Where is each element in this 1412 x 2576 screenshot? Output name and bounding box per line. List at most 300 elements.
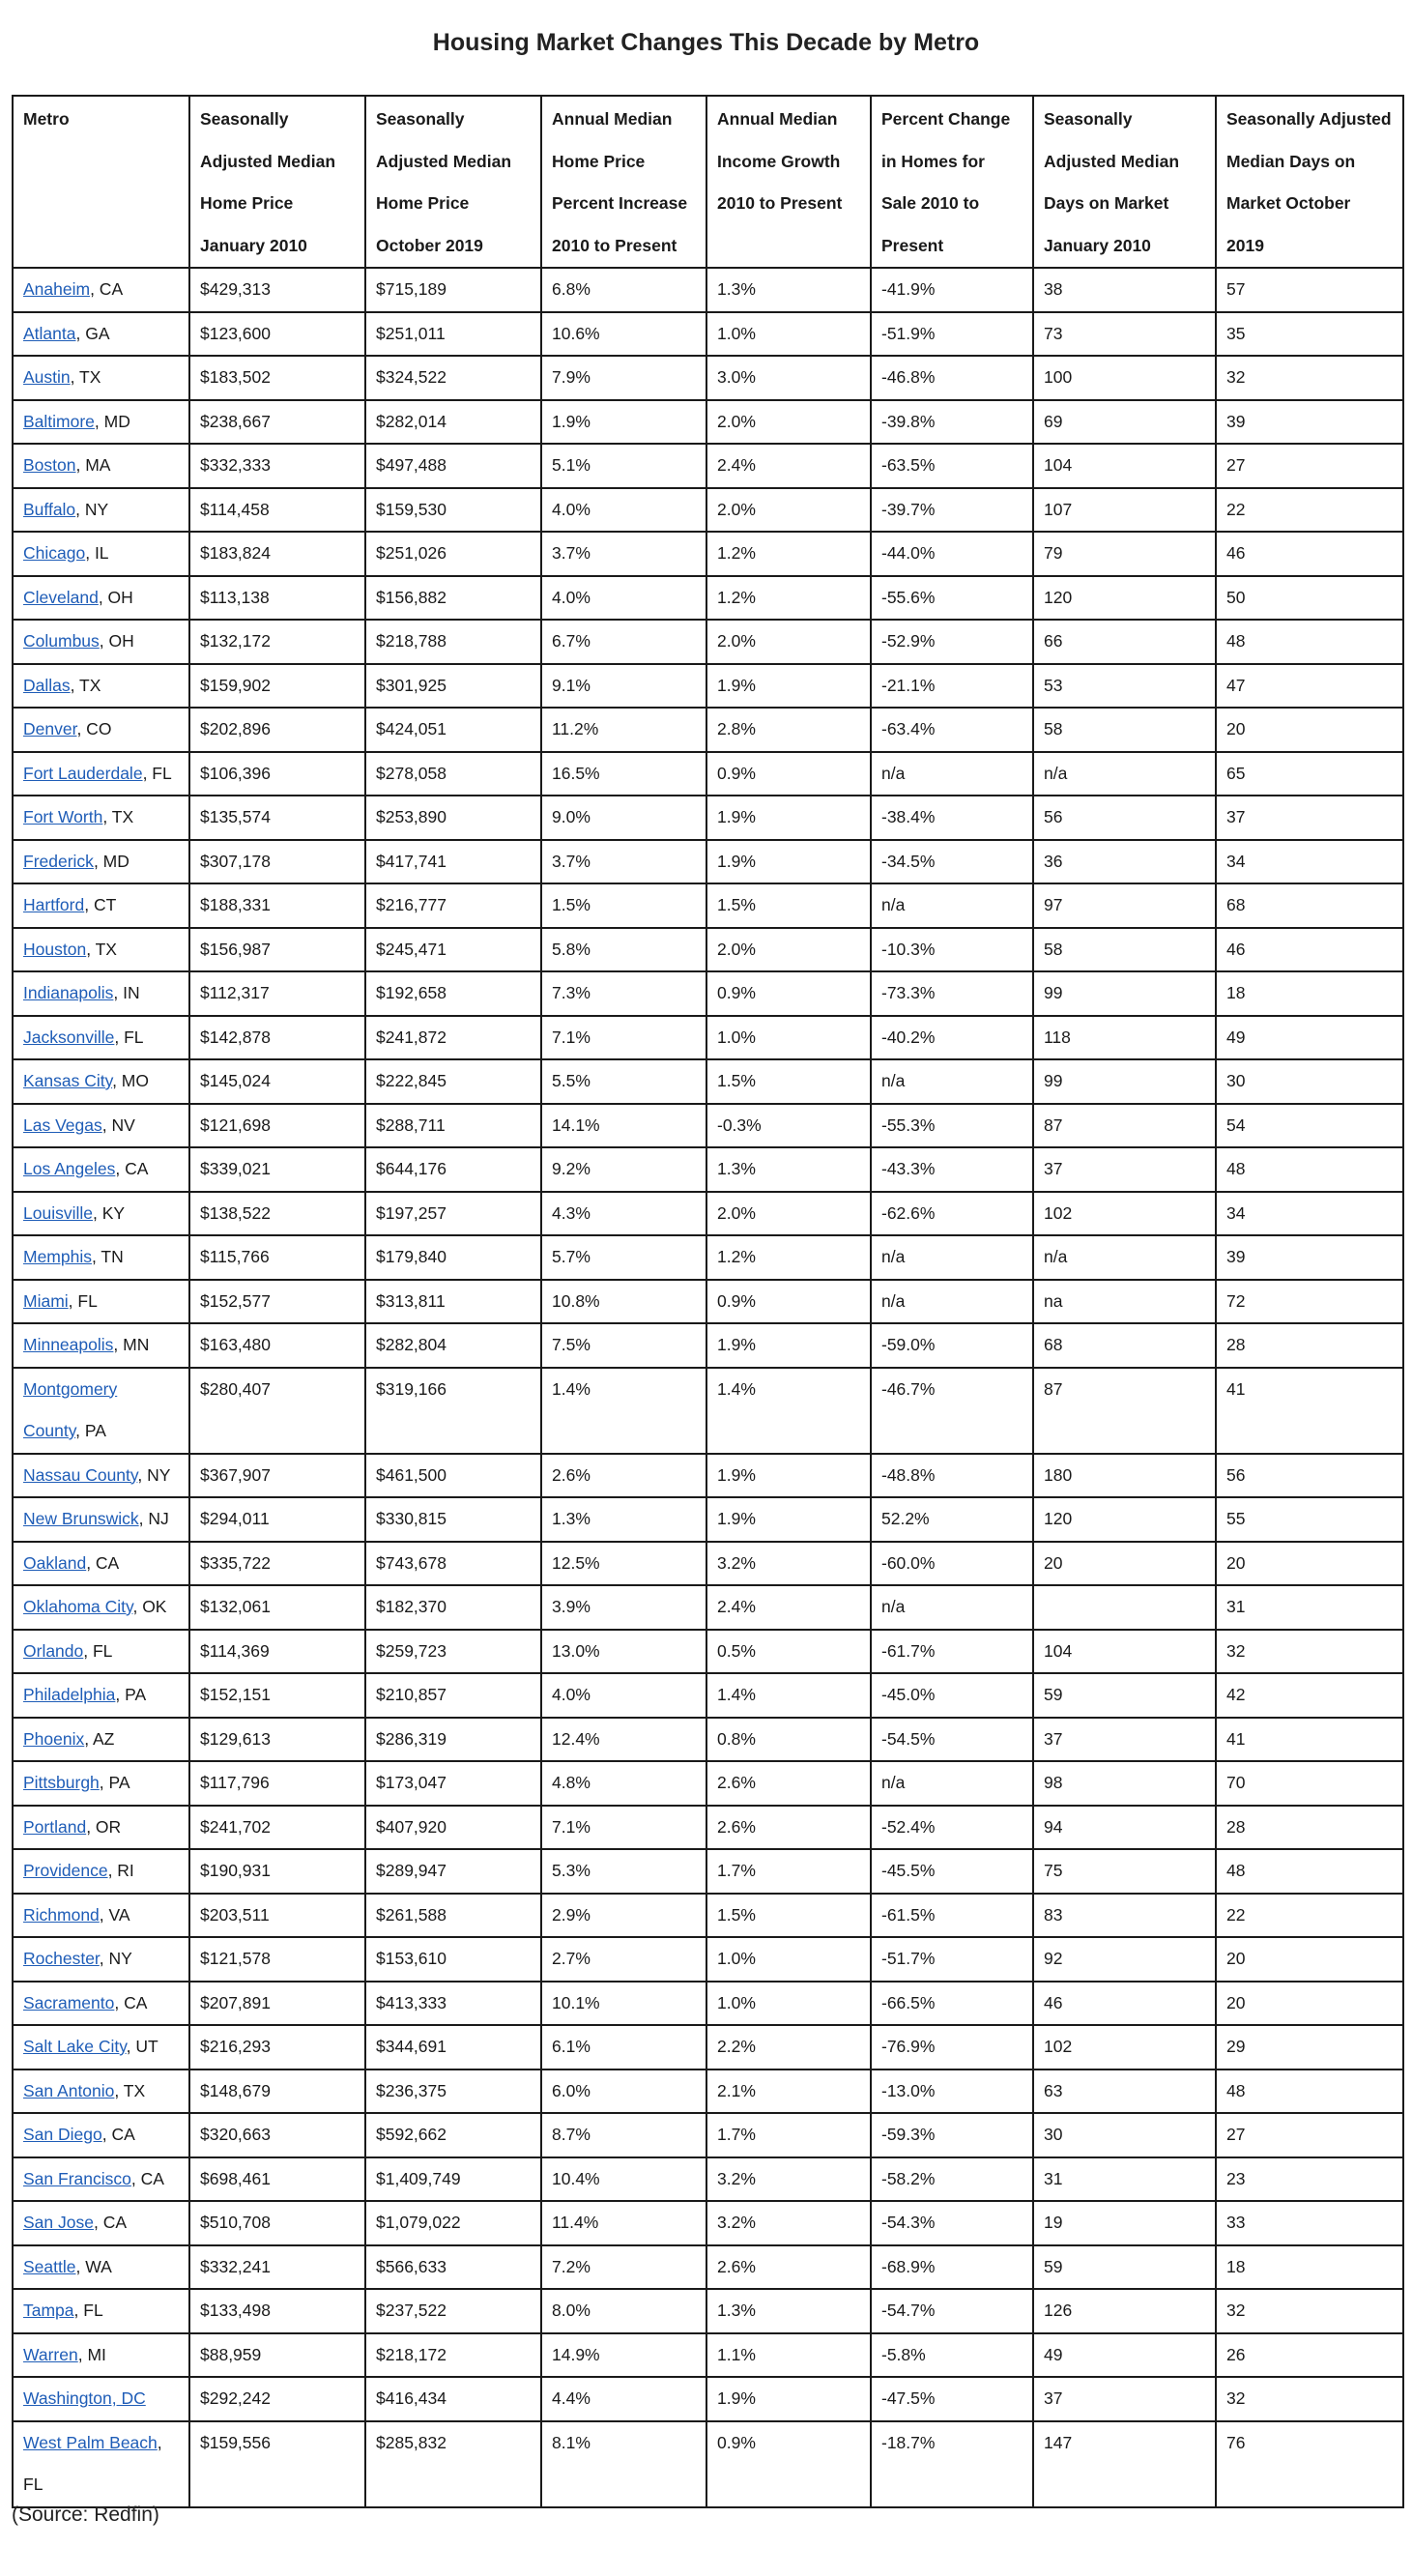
table-row bbox=[13, 1235, 1403, 1280]
table-cell: -60.0% bbox=[871, 1542, 1033, 1586]
col-header: Seasonally Adjusted Median Days on Market October 2019 bbox=[1216, 96, 1403, 268]
table-cell: 1.9% bbox=[706, 1454, 871, 1498]
metro-link[interactable]: Denver bbox=[23, 719, 77, 738]
table-cell: $159,530 bbox=[365, 488, 541, 533]
col-header: Seasonally Adjusted Median Home Price October 2019 bbox=[365, 96, 541, 268]
table-cell: 16.5% bbox=[541, 752, 706, 796]
table-cell: $106,396 bbox=[189, 752, 365, 796]
metro-state: , TX bbox=[70, 675, 101, 695]
table-cell: $121,578 bbox=[189, 1937, 365, 1982]
metro-link[interactable]: Houston bbox=[23, 939, 87, 959]
metro-cell bbox=[13, 620, 189, 664]
metro-state: , OK bbox=[132, 1597, 167, 1616]
table-cell: 2.4% bbox=[706, 444, 871, 488]
metro-state: , MD bbox=[94, 411, 130, 431]
metro-state: , TX bbox=[102, 807, 134, 826]
table-cell: 120 bbox=[1033, 1497, 1216, 1542]
metro-state: , RI bbox=[107, 1861, 134, 1880]
table-cell: 7.3% bbox=[541, 971, 706, 1016]
table-cell: 98 bbox=[1033, 1761, 1216, 1806]
table-cell: $253,890 bbox=[365, 796, 541, 840]
table-row bbox=[13, 1585, 1403, 1630]
metro-state: , NJ bbox=[138, 1509, 169, 1528]
table-cell: $148,679 bbox=[189, 2069, 365, 2114]
table-cell: 1.5% bbox=[706, 1894, 871, 1938]
table-cell: $123,600 bbox=[189, 312, 365, 357]
table-cell: $218,172 bbox=[365, 2333, 541, 2378]
table-cell: $259,723 bbox=[365, 1630, 541, 1674]
table-cell: 3.7% bbox=[541, 532, 706, 576]
metro-cell bbox=[13, 488, 189, 533]
table-cell: 1.0% bbox=[706, 312, 871, 357]
table-row bbox=[13, 1192, 1403, 1236]
table-cell: 68 bbox=[1216, 883, 1403, 928]
table-cell: -21.1% bbox=[871, 664, 1033, 709]
table-cell: 6.0% bbox=[541, 2069, 706, 2114]
table-cell: 87 bbox=[1033, 1368, 1216, 1454]
metro-state: , TX bbox=[86, 939, 117, 959]
metro-link[interactable]: Hartford bbox=[23, 895, 85, 914]
metro-link[interactable]: Baltimore bbox=[23, 411, 95, 431]
table-cell: $407,920 bbox=[365, 1806, 541, 1850]
metro-link[interactable]: Fort Worth bbox=[23, 807, 103, 826]
table-cell: 97 bbox=[1033, 883, 1216, 928]
table-cell: 2.6% bbox=[706, 1761, 871, 1806]
table-cell: 7.1% bbox=[541, 1806, 706, 1850]
metro-link[interactable]: Jacksonville bbox=[23, 1027, 115, 1047]
table-cell: -61.5% bbox=[871, 1894, 1033, 1938]
table-cell: 50 bbox=[1216, 576, 1403, 621]
metro-link[interactable]: Frederick bbox=[23, 851, 94, 871]
table-cell: 20 bbox=[1216, 1937, 1403, 1982]
table-cell: 20 bbox=[1216, 708, 1403, 752]
metro-link[interactable]: Louisville bbox=[23, 1202, 93, 1223]
table-cell: 22 bbox=[1216, 488, 1403, 533]
metro-link[interactable]: San Jose bbox=[23, 2213, 94, 2232]
table-cell: 2.6% bbox=[706, 1806, 871, 1850]
col-header: Annual Median Income Growth 2010 to Present bbox=[706, 96, 871, 268]
metro-link[interactable]: Miami bbox=[23, 1290, 69, 1311]
metro-cell bbox=[13, 1059, 189, 1104]
table-cell: -47.5% bbox=[871, 2377, 1033, 2421]
metro-cell bbox=[13, 928, 189, 972]
table-cell: 92 bbox=[1033, 1937, 1216, 1982]
metro-link[interactable]: Providence bbox=[23, 1861, 108, 1880]
table-row bbox=[13, 2421, 1403, 2507]
table-cell: 12.4% bbox=[541, 1718, 706, 1762]
metro-state: , UT bbox=[126, 2037, 158, 2056]
table-cell: 3.7% bbox=[541, 840, 706, 884]
table-cell: $715,189 bbox=[365, 268, 541, 312]
table-cell: $132,172 bbox=[189, 620, 365, 664]
table-cell: 46 bbox=[1216, 928, 1403, 972]
metro-link[interactable]: Philadelphia bbox=[23, 1685, 116, 1704]
metro-link[interactable]: Fort Lauderdale bbox=[23, 763, 143, 783]
table-row bbox=[13, 1849, 1403, 1894]
table-cell: 2.0% bbox=[706, 400, 871, 445]
table-cell: 41 bbox=[1216, 1718, 1403, 1762]
table-cell: 5.1% bbox=[541, 444, 706, 488]
table-cell: 46 bbox=[1216, 532, 1403, 576]
metro-link[interactable]: Anaheim bbox=[23, 279, 91, 299]
table-cell: 180 bbox=[1033, 1454, 1216, 1498]
table-cell: $285,832 bbox=[365, 2421, 541, 2507]
metro-link[interactable]: Cleveland bbox=[23, 587, 99, 607]
metro-link[interactable]: Warren bbox=[23, 2344, 78, 2364]
metro-state: , CO bbox=[76, 719, 112, 738]
table-cell: 6.1% bbox=[541, 2025, 706, 2069]
metro-link[interactable]: Pittsburgh bbox=[23, 1773, 100, 1792]
metro-link[interactable]: Indianapolis bbox=[23, 983, 114, 1002]
metro-cell bbox=[13, 2157, 189, 2202]
table-cell: 2.0% bbox=[706, 928, 871, 972]
table-cell: $222,845 bbox=[365, 1059, 541, 1104]
table-cell: 2.2% bbox=[706, 2025, 871, 2069]
table-cell: 0.9% bbox=[706, 1280, 871, 1324]
metro-cell bbox=[13, 356, 189, 400]
table-row bbox=[13, 1147, 1403, 1192]
table-cell: -68.9% bbox=[871, 2245, 1033, 2290]
table-cell: n/a bbox=[1033, 1235, 1216, 1280]
table-cell: 2.4% bbox=[706, 1585, 871, 1630]
table-cell: n/a bbox=[871, 1059, 1033, 1104]
table-cell: 66 bbox=[1033, 620, 1216, 664]
metro-state: , TN bbox=[92, 1247, 124, 1266]
page-title: Housing Market Changes This Decade by Metro bbox=[432, 29, 980, 56]
metro-state: , NY bbox=[137, 1464, 171, 1485]
metro-link[interactable]: Tampa bbox=[23, 2301, 74, 2320]
table-cell: 27 bbox=[1216, 444, 1403, 488]
metro-link[interactable]: San Francisco bbox=[23, 2168, 131, 2188]
table-cell: 18 bbox=[1216, 2245, 1403, 2290]
table-cell: -73.3% bbox=[871, 971, 1033, 1016]
metro-link[interactable]: Minneapolis bbox=[23, 1335, 114, 1354]
table-row bbox=[13, 840, 1403, 884]
metro-cell bbox=[13, 576, 189, 621]
metro-state: , CA bbox=[90, 279, 124, 299]
table-cell: $113,138 bbox=[189, 576, 365, 621]
metro-state: , FL bbox=[142, 763, 172, 783]
table-cell: $286,319 bbox=[365, 1718, 541, 1762]
col-header: Annual Median Home Price Percent Increase 2010 to Present bbox=[541, 96, 706, 268]
table-cell: $245,471 bbox=[365, 928, 541, 972]
table-cell: -39.8% bbox=[871, 400, 1033, 445]
table-cell: 26 bbox=[1216, 2333, 1403, 2378]
table-cell: 1.9% bbox=[706, 796, 871, 840]
table-cell: -54.7% bbox=[871, 2289, 1033, 2333]
metro-link[interactable]: Atlanta bbox=[23, 323, 76, 343]
metro-link[interactable]: Los Angeles bbox=[23, 1159, 116, 1178]
table-cell: -62.6% bbox=[871, 1192, 1033, 1236]
table-cell: 31 bbox=[1216, 1585, 1403, 1630]
table-cell: -61.7% bbox=[871, 1630, 1033, 1674]
table-cell: 23 bbox=[1216, 2157, 1403, 2202]
table-cell: $497,488 bbox=[365, 444, 541, 488]
metro-state: , PA bbox=[115, 1685, 147, 1704]
metro-state: , VA bbox=[99, 1904, 130, 1925]
table-cell: 3.0% bbox=[706, 356, 871, 400]
table-cell: 10.1% bbox=[541, 1982, 706, 2026]
table-cell: 59 bbox=[1033, 1673, 1216, 1718]
metro-link[interactable]: Buffalo bbox=[23, 499, 76, 519]
table-cell: 1.9% bbox=[706, 1323, 871, 1368]
table-row bbox=[13, 2289, 1403, 2333]
table-row bbox=[13, 752, 1403, 796]
metro-link[interactable]: Austin bbox=[23, 367, 71, 387]
table-cell: $367,907 bbox=[189, 1454, 365, 1498]
table-row bbox=[13, 883, 1403, 928]
table-cell: $417,741 bbox=[365, 840, 541, 884]
table-cell: 20 bbox=[1216, 1542, 1403, 1586]
table-row bbox=[13, 444, 1403, 488]
table-row bbox=[13, 1761, 1403, 1806]
metro-state: , CT bbox=[84, 895, 117, 914]
table-cell: $183,502 bbox=[189, 356, 365, 400]
table-cell: $319,166 bbox=[365, 1368, 541, 1454]
table-cell: $218,788 bbox=[365, 620, 541, 664]
metro-link[interactable]: Boston bbox=[23, 455, 76, 475]
metro-link[interactable]: West Palm Beach bbox=[23, 2432, 158, 2452]
table-cell: 55 bbox=[1216, 1497, 1403, 1542]
table-cell: 4.3% bbox=[541, 1192, 706, 1236]
table-cell: 1.9% bbox=[706, 1497, 871, 1542]
table-cell: $332,241 bbox=[189, 2245, 365, 2290]
metro-link[interactable]: New Brunswick bbox=[23, 1509, 139, 1528]
table-cell: -45.5% bbox=[871, 1849, 1033, 1894]
table-cell: 5.8% bbox=[541, 928, 706, 972]
metro-link[interactable]: San Diego bbox=[23, 2125, 102, 2144]
metro-link[interactable]: Nassau County bbox=[23, 1464, 138, 1485]
table-cell: n/a bbox=[871, 1585, 1033, 1630]
table-row bbox=[13, 620, 1403, 664]
metro-link[interactable]: Phoenix bbox=[23, 1728, 85, 1749]
table-row bbox=[13, 1806, 1403, 1850]
metro-link[interactable]: Richmond bbox=[23, 1904, 100, 1925]
table-cell: 1.5% bbox=[541, 883, 706, 928]
table-cell: $197,257 bbox=[365, 1192, 541, 1236]
table-cell: $152,151 bbox=[189, 1673, 365, 1718]
table-cell: $301,925 bbox=[365, 664, 541, 709]
table-cell: 10.4% bbox=[541, 2157, 706, 2202]
table-cell: 27 bbox=[1216, 2113, 1403, 2157]
table-cell: 75 bbox=[1033, 1849, 1216, 1894]
metro-link[interactable]: San Antonio bbox=[23, 2080, 115, 2100]
table-row bbox=[13, 312, 1403, 357]
table-cell: 37 bbox=[1033, 1718, 1216, 1762]
metro-link[interactable]: Washington, DC bbox=[23, 2388, 146, 2408]
table-cell: 7.5% bbox=[541, 1323, 706, 1368]
metro-cell bbox=[13, 796, 189, 840]
table-row bbox=[13, 488, 1403, 533]
table-row bbox=[13, 2157, 1403, 2202]
metro-link[interactable]: Chicago bbox=[23, 543, 86, 563]
table-cell: 29 bbox=[1216, 2025, 1403, 2069]
table-cell: 2.8% bbox=[706, 708, 871, 752]
table-cell: $183,824 bbox=[189, 532, 365, 576]
table-cell: 1.9% bbox=[541, 400, 706, 445]
metro-cell bbox=[13, 444, 189, 488]
metro-cell bbox=[13, 1849, 189, 1894]
table-cell: 0.5% bbox=[706, 1630, 871, 1674]
table-cell: 1.4% bbox=[706, 1368, 871, 1454]
table-cell: 7.2% bbox=[541, 2245, 706, 2290]
metro-cell bbox=[13, 1937, 189, 1982]
table-cell: 5.3% bbox=[541, 1849, 706, 1894]
metro-link[interactable]: Montgomery County bbox=[23, 1378, 118, 1440]
metro-link[interactable]: Oklahoma City bbox=[23, 1597, 133, 1616]
table-cell: 4.0% bbox=[541, 576, 706, 621]
table-cell: 3.2% bbox=[706, 1542, 871, 1586]
table-cell: 1.0% bbox=[706, 1982, 871, 2026]
metro-cell bbox=[13, 2421, 189, 2507]
table-cell: 6.7% bbox=[541, 620, 706, 664]
metro-link[interactable]: Rochester bbox=[23, 1949, 100, 1968]
table-cell: $344,691 bbox=[365, 2025, 541, 2069]
table-cell: 2.0% bbox=[706, 488, 871, 533]
table-cell: 48 bbox=[1216, 2069, 1403, 2114]
table-cell: -10.3% bbox=[871, 928, 1033, 972]
table-cell: 58 bbox=[1033, 708, 1216, 752]
table-cell: 1.7% bbox=[706, 2113, 871, 2157]
metro-state: , NY bbox=[99, 1949, 132, 1968]
table-cell: 10.6% bbox=[541, 312, 706, 357]
table-row bbox=[13, 1454, 1403, 1498]
table-cell: 12.5% bbox=[541, 1542, 706, 1586]
table-cell: n/a bbox=[871, 1280, 1033, 1324]
table-cell: $294,011 bbox=[189, 1497, 365, 1542]
table-cell: $278,058 bbox=[365, 752, 541, 796]
table-cell: -58.2% bbox=[871, 2157, 1033, 2202]
table-cell: 1.3% bbox=[541, 1497, 706, 1542]
metro-cell bbox=[13, 2069, 189, 2114]
metro-state: , MN bbox=[113, 1335, 150, 1354]
table-cell: -51.7% bbox=[871, 1937, 1033, 1982]
table-cell: 1.2% bbox=[706, 532, 871, 576]
metro-state: , MI bbox=[77, 2344, 106, 2364]
metro-link[interactable]: Oakland bbox=[23, 1552, 87, 1573]
table-cell: -41.9% bbox=[871, 268, 1033, 312]
metro-cell bbox=[13, 1016, 189, 1060]
metro-link[interactable]: Memphis bbox=[23, 1247, 92, 1266]
table-cell: -76.9% bbox=[871, 2025, 1033, 2069]
table-cell: 2.0% bbox=[706, 620, 871, 664]
table-cell: 9.1% bbox=[541, 664, 706, 709]
table-cell: 1.2% bbox=[706, 576, 871, 621]
table-cell: 35 bbox=[1216, 312, 1403, 357]
table-cell: -43.3% bbox=[871, 1147, 1033, 1192]
table-cell bbox=[1033, 1585, 1216, 1630]
metro-link[interactable]: Dallas bbox=[23, 675, 71, 695]
metro-link[interactable]: Seattle bbox=[23, 2256, 76, 2276]
metro-cell bbox=[13, 1585, 189, 1630]
table-cell: $207,891 bbox=[189, 1982, 365, 2026]
metro-cell bbox=[13, 1630, 189, 1674]
metro-link[interactable]: Las Vegas bbox=[23, 1114, 102, 1135]
table-cell: $416,434 bbox=[365, 2377, 541, 2421]
table-row bbox=[13, 2069, 1403, 2114]
table-cell: -46.8% bbox=[871, 356, 1033, 400]
table-cell: $261,588 bbox=[365, 1894, 541, 1938]
metro-state: , OR bbox=[86, 1816, 122, 1837]
metro-state: , NY bbox=[75, 499, 109, 519]
table-cell: 32 bbox=[1216, 2377, 1403, 2421]
table-cell: 0.9% bbox=[706, 971, 871, 1016]
table-cell: $203,511 bbox=[189, 1894, 365, 1938]
table-cell: $413,333 bbox=[365, 1982, 541, 2026]
table-cell: 1.3% bbox=[706, 268, 871, 312]
table-cell: 11.4% bbox=[541, 2201, 706, 2245]
metro-link[interactable]: Kansas City bbox=[23, 1071, 113, 1090]
table-cell: 56 bbox=[1216, 1454, 1403, 1498]
table-cell: $335,722 bbox=[189, 1542, 365, 1586]
table-cell: 63 bbox=[1033, 2069, 1216, 2114]
metro-state: , CA bbox=[101, 2125, 135, 2144]
table-cell: n/a bbox=[1033, 752, 1216, 796]
table-cell: $145,024 bbox=[189, 1059, 365, 1104]
table-cell: 54 bbox=[1216, 1104, 1403, 1148]
table-cell: 147 bbox=[1033, 2421, 1216, 2507]
table-cell: $510,708 bbox=[189, 2201, 365, 2245]
table-cell: 1.1% bbox=[706, 2333, 871, 2378]
metro-state: , OH bbox=[98, 587, 133, 607]
metro-state: , CA bbox=[93, 2213, 128, 2232]
metro-link[interactable]: Orlando bbox=[23, 1640, 84, 1661]
table-cell: 69 bbox=[1033, 400, 1216, 445]
table-cell: 49 bbox=[1033, 2333, 1216, 2378]
metro-cell bbox=[13, 1806, 189, 1850]
table-row bbox=[13, 971, 1403, 1016]
table-cell: 52.2% bbox=[871, 1497, 1033, 1542]
table-cell: $236,375 bbox=[365, 2069, 541, 2114]
table-cell: 8.0% bbox=[541, 2289, 706, 2333]
table-cell: $159,556 bbox=[189, 2421, 365, 2507]
table-cell: 41 bbox=[1216, 1368, 1403, 1454]
table-cell: -54.5% bbox=[871, 1718, 1033, 1762]
metro-state: , FL bbox=[23, 2432, 162, 2494]
table-cell: -55.6% bbox=[871, 576, 1033, 621]
metro-cell bbox=[13, 1323, 189, 1368]
table-cell: 102 bbox=[1033, 2025, 1216, 2069]
metro-cell bbox=[13, 1368, 189, 1454]
metro-cell bbox=[13, 664, 189, 709]
table-row bbox=[13, 1497, 1403, 1542]
table-body bbox=[13, 268, 1403, 2507]
table-cell: 83 bbox=[1033, 1894, 1216, 1938]
metro-link[interactable]: Salt Lake City bbox=[23, 2037, 127, 2056]
metro-link[interactable]: Columbus bbox=[23, 631, 100, 651]
table-cell: 94 bbox=[1033, 1806, 1216, 1850]
metro-link[interactable]: Sacramento bbox=[23, 1992, 115, 2012]
table-cell: 4.0% bbox=[541, 1673, 706, 1718]
metro-cell bbox=[13, 1280, 189, 1324]
table-cell: n/a bbox=[871, 1235, 1033, 1280]
metro-link[interactable]: Portland bbox=[23, 1816, 87, 1837]
table-cell: $280,407 bbox=[189, 1368, 365, 1454]
table-cell: 104 bbox=[1033, 1630, 1216, 1674]
metro-cell bbox=[13, 400, 189, 445]
metro-state: , WA bbox=[75, 2256, 112, 2276]
metro-state: , IL bbox=[85, 543, 109, 563]
table-cell: 65 bbox=[1216, 752, 1403, 796]
table-row bbox=[13, 2245, 1403, 2290]
table-cell: -66.5% bbox=[871, 1982, 1033, 2026]
table-cell: 73 bbox=[1033, 312, 1216, 357]
table-cell: 34 bbox=[1216, 840, 1403, 884]
metro-cell bbox=[13, 1718, 189, 1762]
metro-state: , CA bbox=[130, 2168, 164, 2188]
metro-cell bbox=[13, 1235, 189, 1280]
table-cell: $210,857 bbox=[365, 1673, 541, 1718]
